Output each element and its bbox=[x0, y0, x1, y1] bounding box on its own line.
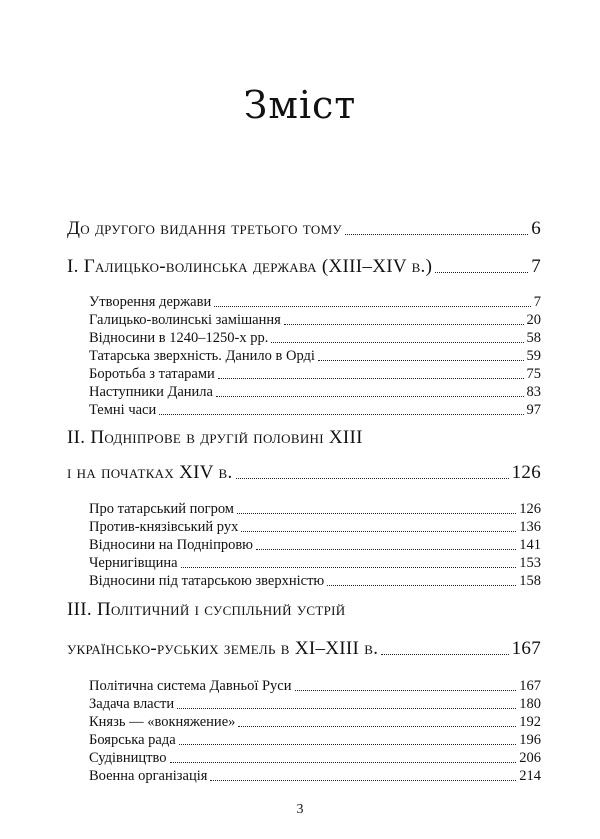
toc-entry-page: 126 bbox=[511, 462, 541, 483]
toc-subentry-label: Галицько-волинські замішання bbox=[89, 312, 281, 328]
toc-subentry-label: Военна організація bbox=[89, 768, 208, 784]
toc-subentry-page: 126 bbox=[519, 501, 541, 517]
toc-subentry[interactable] bbox=[89, 384, 541, 401]
leader-dots bbox=[327, 585, 516, 586]
toc-subentry[interactable] bbox=[89, 732, 541, 749]
toc-subentry-page: 196 bbox=[519, 732, 541, 748]
toc-entry-label: українсько-руських земель в XI–XIII в. bbox=[67, 638, 379, 659]
toc-entry-page: 167 bbox=[511, 638, 541, 659]
toc-subentry-page: 141 bbox=[519, 537, 541, 553]
toc-subentry-page: 158 bbox=[519, 573, 541, 589]
toc-subentry-label: Князь — «вокняжение» bbox=[89, 714, 236, 730]
toc-subentry-label: Утворення держави bbox=[89, 294, 212, 310]
leader-dots bbox=[295, 690, 517, 691]
toc-subentry-label: Татарська зверхність. Данило в Орді bbox=[89, 348, 315, 364]
toc-section-3[interactable] bbox=[67, 638, 541, 660]
toc-entry-preface[interactable] bbox=[67, 218, 541, 240]
toc-subentry-label: Політична система Давньої Руси bbox=[89, 678, 292, 694]
toc-subentry-page: 83 bbox=[526, 384, 541, 400]
toc-subentry-page: 20 bbox=[526, 312, 541, 328]
toc-subentry[interactable] bbox=[89, 696, 541, 713]
toc-subentry[interactable] bbox=[89, 555, 541, 572]
toc-subentry-label: Відносини на Подніпровю bbox=[89, 537, 254, 553]
toc-subentry-page: 7 bbox=[533, 294, 541, 310]
leader-dots bbox=[210, 780, 516, 781]
toc-subentry-page: 75 bbox=[526, 366, 541, 382]
toc-entry-label: і на початках XIV в. bbox=[67, 462, 233, 483]
leader-dots bbox=[381, 654, 508, 655]
toc-section-2-title-line1: II. Подніпрове в другій половині XIII bbox=[67, 427, 363, 448]
leader-dots bbox=[236, 478, 509, 479]
leader-dots bbox=[256, 549, 516, 550]
toc-subentry-page: 206 bbox=[519, 750, 541, 766]
toc-subentry[interactable] bbox=[89, 312, 541, 329]
toc-entry-page: 6 bbox=[531, 218, 541, 239]
toc-subentry-label: Судівництво bbox=[89, 750, 167, 766]
toc-subentry-label: Боярська рада bbox=[89, 732, 176, 748]
toc-subentry-page: 97 bbox=[526, 402, 541, 418]
toc-subentry[interactable] bbox=[89, 714, 541, 731]
leader-dots bbox=[170, 762, 517, 763]
toc-subentry[interactable] bbox=[89, 330, 541, 347]
leader-dots bbox=[214, 306, 531, 307]
leader-dots bbox=[237, 513, 516, 514]
leader-dots bbox=[284, 324, 524, 325]
leader-dots bbox=[241, 531, 516, 532]
toc-subentry-page: 58 bbox=[526, 330, 541, 346]
toc-subentry[interactable] bbox=[89, 366, 541, 383]
toc-subentry-label: Відносини під татарською зверхністю bbox=[89, 573, 325, 589]
toc-subentry[interactable] bbox=[89, 768, 541, 785]
toc-section-2[interactable] bbox=[67, 462, 541, 484]
toc-subentry[interactable] bbox=[89, 573, 541, 590]
leader-dots bbox=[238, 726, 516, 727]
toc-subentry[interactable] bbox=[89, 750, 541, 767]
leader-dots bbox=[216, 396, 524, 397]
toc-subentry-label: Про татарський погром bbox=[89, 501, 234, 517]
toc-subentry-label: Против-князівський рух bbox=[89, 519, 239, 535]
toc-entry-label: I. Галицько-волинська держава (XIII–XIV в.) bbox=[67, 256, 433, 277]
toc-subentry-label: Боротьба з татарами bbox=[89, 366, 215, 382]
leader-dots bbox=[271, 342, 523, 343]
toc-subentry-page: 59 bbox=[526, 348, 541, 364]
toc-subentry[interactable] bbox=[89, 501, 541, 518]
toc-section-1[interactable] bbox=[67, 256, 541, 278]
toc-subentry-page: 180 bbox=[519, 696, 541, 712]
toc-entry-label: До другого видання третього тому bbox=[67, 218, 342, 239]
toc-subentry-label: Задача власти bbox=[89, 696, 175, 712]
toc-subentry[interactable] bbox=[89, 402, 541, 419]
toc-subentry-label: Чернигівщина bbox=[89, 555, 178, 571]
toc-subentry[interactable] bbox=[89, 537, 541, 554]
leader-dots bbox=[181, 567, 517, 568]
leader-dots bbox=[179, 744, 517, 745]
page-number: 3 bbox=[296, 802, 304, 817]
toc-subentry-label: Відносини в 1240–1250-х рр. bbox=[89, 330, 269, 346]
toc-subentry-page: 214 bbox=[519, 768, 541, 784]
toc-subentry[interactable] bbox=[89, 348, 541, 365]
toc-entry-page: 7 bbox=[531, 256, 541, 277]
leader-dots bbox=[177, 708, 516, 709]
toc-subentry-label: Наступники Данила bbox=[89, 384, 213, 400]
leader-dots bbox=[345, 234, 528, 235]
leader-dots bbox=[318, 360, 524, 361]
toc-subentry[interactable] bbox=[89, 678, 541, 695]
toc-section-3-title-line1: III. Політичний і суспільний устрій bbox=[67, 599, 346, 620]
toc-subentry-page: 192 bbox=[519, 714, 541, 730]
toc-subentry-label: Темні часи bbox=[89, 402, 157, 418]
leader-dots bbox=[435, 272, 528, 273]
leader-dots bbox=[218, 378, 524, 379]
toc-subentry-page: 153 bbox=[519, 555, 541, 571]
toc-subentry-page: 167 bbox=[519, 678, 541, 694]
leader-dots bbox=[159, 414, 523, 415]
toc-subentry[interactable] bbox=[89, 519, 541, 536]
toc-subentry[interactable] bbox=[89, 294, 541, 311]
page-title: Зміст bbox=[243, 83, 357, 128]
toc-subentry-page: 136 bbox=[519, 519, 541, 535]
